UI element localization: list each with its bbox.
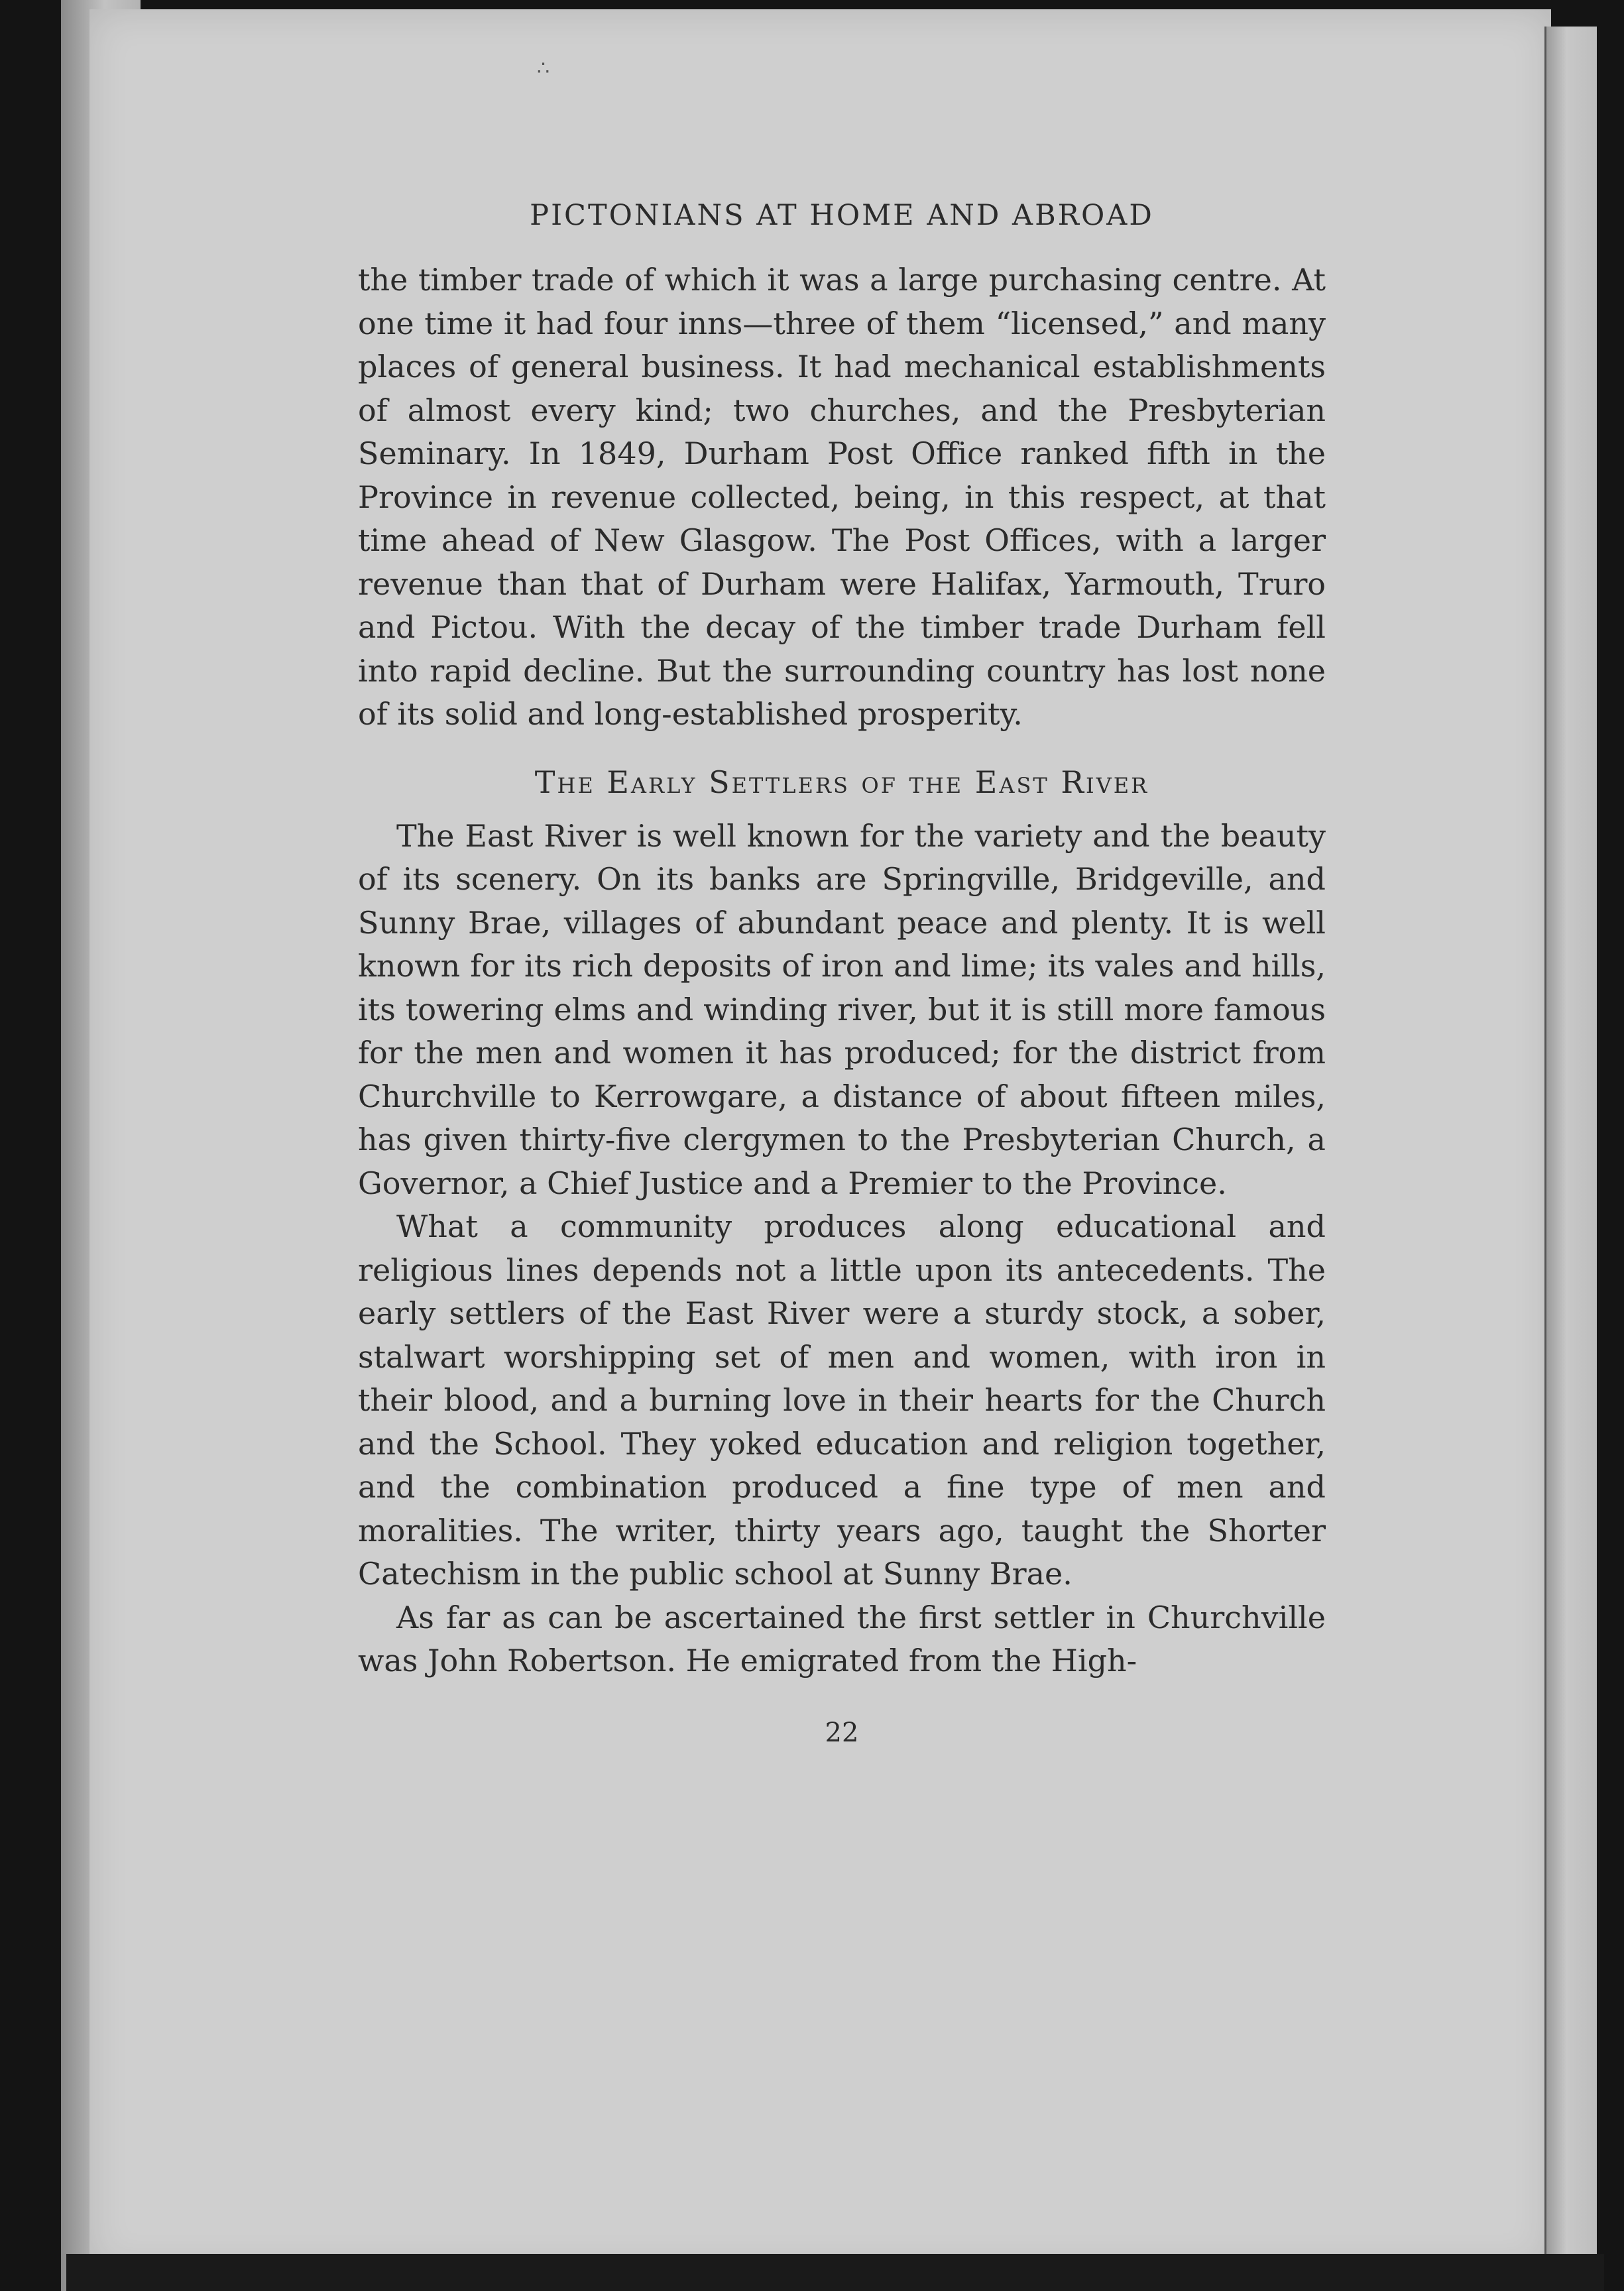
scan-bottom-shadow [66,2254,1604,2291]
paragraph-community: What a community produces along educational and religious lines depends not a little upon its antecedents. The early settlers of the East River were a sturdy stock, a sober, stalwart worshipping set of men and women, with iron in their blood, and a burning love in their hearts for the Church and the School. They yoked education and religion together, and the combination produced a fine type of men and moralities. The writer, thirty years ago, taught the Shorter Catechism in the public school at Sunny Brae. [358,1208,1326,1592]
paragraph-east-river: The East River is well known for the variety and the beauty of its scenery. On its banks are Springville, Bridgeville, and Sunny Brae, villages of abundant peace and plenty. It is well known for its rich deposits of iron and lime; its vales and hills, its towering elms and winding river, but it is still more famous for the men and women it has produced; for the district from Churchville to Kerrowgare, a distance of about fifteen miles, has given thirty-five clergymen to the Presbyterian Church, a Governor, a Chief Justice and a Premier to the Province. [358,817,1326,1201]
page-content [358,199,1326,1748]
page-number: 22 [825,1717,859,1748]
paragraph-durham-continued: the timber trade of which it was a large purchasing centre. At one time it had four inns—three of them “licensed,” and many places of general business. It had mechanical establishments of almost every kind; two churches, and the Presbyterian Seminary. In 1849, Durham Post Office ranked fifth in the Province in revenue collected, being, in this respect, at that time ahead of New Glasgow. The Post Offices, with a larger revenue than that of Durham were Halifax, Yarmouth, Truro and Pictou. With the decay of the timber trade Durham fell into rapid decline. But the surrounding country has lost none of its solid and long-established prosperity. [358,262,1326,732]
stray-mark: ∴ [537,57,550,80]
paragraph-first-settler: As far as can be ascertained the first settler in Churchville was John Robertson. He emigrated from the High- [358,1599,1326,1678]
running-head: PICTONIANS AT HOME AND ABROAD [530,199,1154,232]
section-heading: The Early Settlers of the East River [534,764,1149,800]
book-page-edge-right [1544,27,1597,2274]
